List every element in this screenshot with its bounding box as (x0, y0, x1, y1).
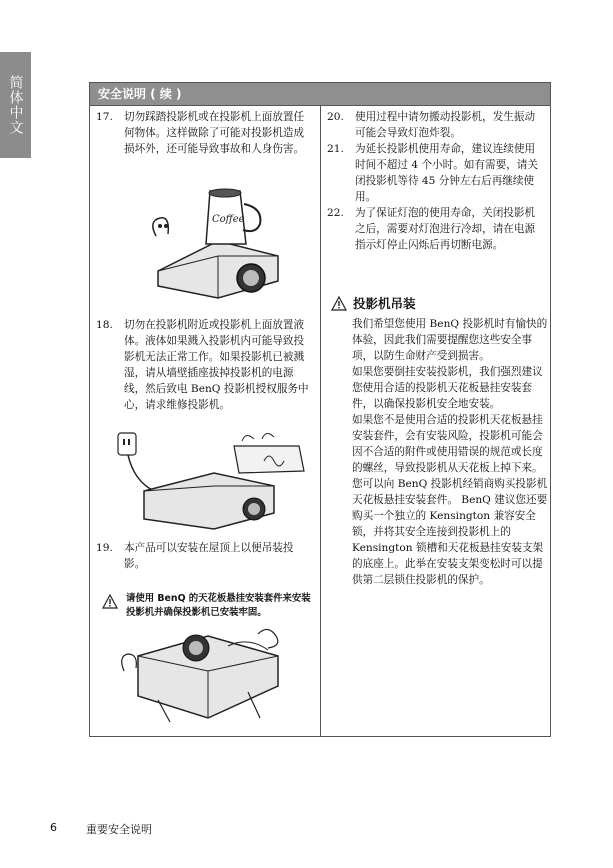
mount-paragraph: 我们希望您使用 BenQ 投影机时有愉快的体验，因此我们需要提醒您这些安全事项，以防生命财产受到损害。 (352, 318, 548, 362)
coffee-label: Coffee (212, 214, 245, 225)
coffee-projector-illustration (148, 186, 288, 301)
language-tab: 简体中文 (0, 52, 31, 158)
left-column (90, 106, 321, 736)
mount-paragraph: 如果您要倒挂安装投影机，我们强烈建议您使用合适的投影机天花板悬挂安装套件，以确保投影机安全地安装。 (352, 366, 543, 410)
item-number: 17. (96, 111, 113, 123)
item-text: 为延长投影机使用寿命，建议连续使用时间不超过 4 个小时。如有需要，请关闭投影机等待 45 分钟左右后再继续使用。 (355, 143, 538, 203)
item-number: 20. (327, 111, 344, 123)
item-number: 19. (96, 542, 113, 554)
safety-item-17 (96, 109, 314, 157)
item-text: 为了保证灯泡的使用寿命，关闭投影机之后，需要对灯泡进行冷却，请在电源指示灯停止闪烁后再切断电源。 (355, 207, 536, 251)
safety-item-18 (96, 317, 314, 413)
mount-heading-text: 投影机吊装 (353, 296, 416, 311)
item-number: 18. (96, 319, 113, 331)
mount-heading (331, 294, 416, 312)
warning-note (98, 592, 314, 620)
page-number: 6 (50, 821, 57, 834)
safety-table (89, 82, 551, 737)
warning-triangle-icon (331, 296, 347, 311)
safety-item-22 (327, 205, 545, 253)
warning-triangle-icon (102, 594, 118, 609)
safety-item-21 (327, 141, 545, 205)
footer-title: 重要安全说明 (86, 823, 152, 836)
safety-item-20 (327, 109, 545, 141)
item-number: 21. (327, 143, 344, 155)
liquid-spill-illustration (114, 431, 314, 536)
item-text: 使用过程中请勿搬动投影机，发生振动可能会导致灯泡炸裂。 (355, 111, 536, 139)
right-column (321, 106, 550, 736)
item-number: 22. (327, 207, 344, 219)
mount-paragraphs (352, 316, 548, 588)
item-text: 本产品可以安装在屋顶上以便吊装投影。 (124, 542, 294, 570)
safety-item-19 (96, 540, 314, 572)
ceiling-mount-illustration (118, 626, 288, 730)
mount-paragraph: 您可以向 BenQ 投影机经销商购买投影机天花板悬挂安装套件。 BenQ 建议您还要购买一个独立的 Kensington 兼容安全锁，并将其安全连接到投影机上的 Kensington 锁槽和天花板悬挂安装支架的底座上。此举在安装支架变松时可以提供第二层锁住投影机的保护。 (352, 478, 548, 586)
item-text: 切勿踩踏投影机或在投影机上面放置任何物体。这样做除了可能对投影机造成损坏外，还可能导致事故和人身伤害。 (124, 111, 305, 155)
mount-paragraph: 如果您不是使用合适的投影机天花板悬挂安装套件，会有安装风险，投影机可能会因不合适的附件或使用错误的规范或长度的螺丝，导致投影机从天花板上掉下来。 (352, 414, 543, 474)
section-header: 安全说明 ( 续 ) (90, 83, 550, 106)
warning-text: 请使用 BenQ 的天花板悬挂安装套件来安装投影机并确保投影机已安装牢固。 (126, 593, 311, 618)
item-text: 切勿在投影机附近或投影机上面放置液体。液体如果溅入投影机内可能导致投影机无法正常工作。如果投影机已被溅湿，请从墙壁插座拔掉投影机的电源线，然后致电 BenQ 投影机授权服务中心，请求维修投影机。 (124, 319, 309, 411)
